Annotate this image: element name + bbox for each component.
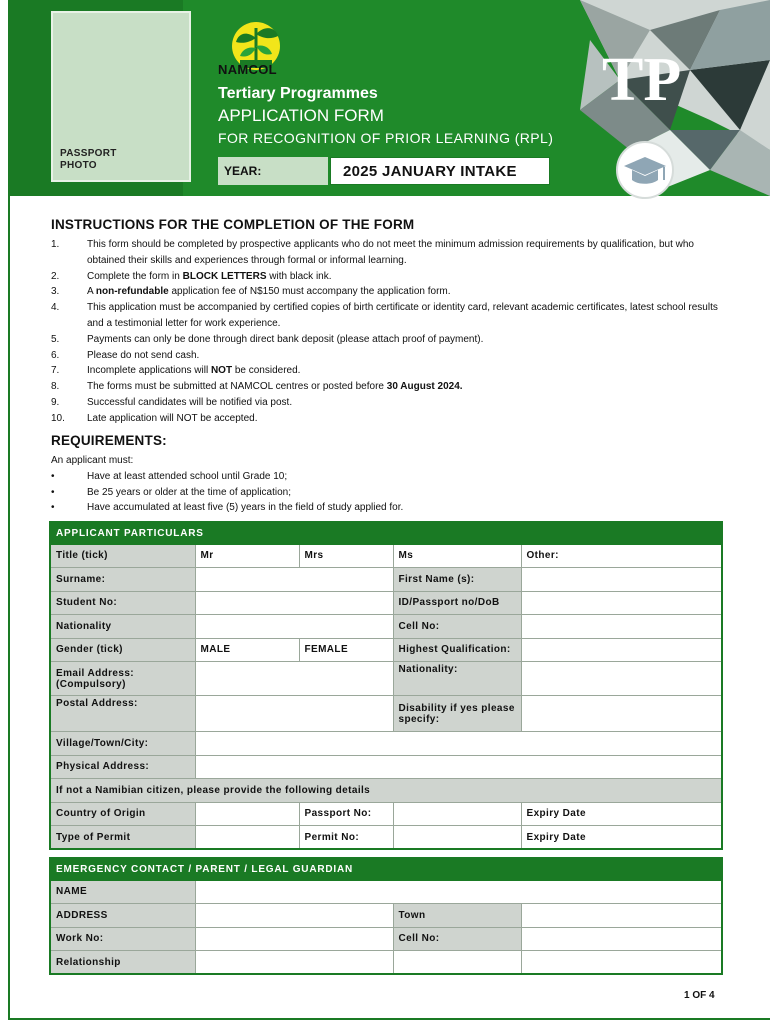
nationality-field[interactable] [195,615,393,639]
table-row [50,826,722,850]
highest-qualification-field[interactable] [521,638,722,662]
village-field[interactable] [195,732,722,756]
disability-label: Disability if yes please specify: [393,696,521,732]
list-item: 10. Late application will NOT be accepted. [51,412,258,424]
emergency-address-field[interactable] [195,904,393,928]
instructions-heading: INSTRUCTIONS FOR THE COMPLETION OF THE FORM [51,217,415,232]
title-ms-option[interactable]: Ms [393,544,521,568]
non-namibian-subheading: If not a Namibian citizen, please provide the following details [50,779,722,803]
applicant-section-heading: APPLICANT PARTICULARS [50,522,722,544]
gender-female-option[interactable]: FEMALE [299,638,393,662]
id-passport-field[interactable] [521,591,722,615]
title-mrs-option[interactable]: Mrs [299,544,393,568]
table-row [50,904,722,928]
year-label: YEAR: [218,157,328,185]
country-origin-field[interactable] [195,802,299,826]
email-field[interactable] [195,662,393,696]
student-no-field[interactable] [195,591,393,615]
form-subtitle: FOR RECOGNITION OF PRIOR LEARNING (RPL) [218,130,554,146]
form-title: APPLICATION FORM [218,106,384,125]
emergency-town-field[interactable] [521,904,722,928]
passport-photo-label: PASSPORT PHOTO [60,148,117,171]
email-label: Email Address: (Compulsory) [50,662,195,696]
first-names-field[interactable] [521,568,722,592]
country-origin-label: Country of Origin [50,802,195,826]
first-names-label: First Name (s): [393,568,521,592]
permit-expiry-field[interactable]: Expiry Date [521,826,722,850]
emergency-relationship-field[interactable] [195,951,393,975]
table-row [50,662,722,696]
table-row [50,880,722,904]
emergency-work-no-label: Work No: [50,927,195,951]
emergency-relationship-extra[interactable] [393,951,521,975]
type-permit-field[interactable] [195,826,299,850]
emergency-relationship-extra2[interactable] [521,951,722,975]
title-label: Title (tick) [50,544,195,568]
cell-no-label: Cell No: [393,615,521,639]
id-passport-label: ID/Passport no/DoB [393,591,521,615]
table-row [50,927,722,951]
nationality2-field[interactable] [521,662,722,696]
applicant-particulars-table [49,521,723,850]
emergency-section-heading: EMERGENCY CONTACT / PARENT / LEGAL GUARDIAN [50,858,722,880]
list-item: 6. Please do not send cash. [51,349,200,361]
physical-address-field[interactable] [195,755,722,779]
list-item: 3. A non-refundable application fee of N$150 must accompany the application form. [51,286,451,298]
gender-male-option[interactable]: MALE [195,638,299,662]
title-mr-option[interactable]: Mr [195,544,299,568]
list-item: 1. This form should be completed by prospective applicants who do not meet the minimum admission requirements by qualification, but who obtained their skills and experiences through formal or informal learning. [51,239,694,266]
surname-field[interactable] [195,568,393,592]
list-item: 8. The forms must be submitted at NAMCOL centres or posted before 30 August 2024. [51,381,463,393]
disability-field[interactable] [521,696,722,732]
permit-no-field[interactable] [393,826,521,850]
table-row [50,591,722,615]
emergency-name-label: NAME [50,880,195,904]
table-row [50,615,722,639]
table-row [50,696,722,732]
instructions-list [51,237,731,427]
cell-no-field[interactable] [521,615,722,639]
student-no-label: Student No: [50,591,195,615]
title-other-field[interactable]: Other: [521,544,722,568]
emergency-name-field[interactable] [195,880,722,904]
intake-field[interactable]: 2025 JANUARY INTAKE [330,157,550,185]
passport-no-label: Passport No: [299,802,393,826]
emergency-work-no-field[interactable] [195,927,393,951]
emergency-address-label: ADDRESS [50,904,195,928]
table-row [50,568,722,592]
permit-no-label: Permit No: [299,826,393,850]
list-item: • Have at least attended school until Grade 10; [51,470,288,482]
requirements-intro: An applicant must: [51,455,134,466]
postal-address-field[interactable] [195,696,393,732]
page-number: 1 OF 4 [684,990,715,1001]
list-item: 5. Payments can only be done through direct bank deposit (please attach proof of payment). [51,333,484,345]
emergency-cell-no-label: Cell No: [393,927,521,951]
form-header [0,0,770,198]
type-permit-label: Type of Permit [50,826,195,850]
list-item: 4. This application must be accompanied by certified copies of birth certificate or identity card, relevant academic certificates, latest school results and a testimonial letter for work experience. [51,302,718,329]
passport-no-field[interactable] [393,802,521,826]
physical-address-label: Physical Address: [50,755,195,779]
table-row [50,779,722,803]
emergency-contact-table [49,857,723,975]
programme-title: Tertiary Programmes [218,85,378,102]
nationality2-label: Nationality: [393,662,521,696]
requirements-heading: REQUIREMENTS: [51,433,167,448]
passport-expiry-field[interactable]: Expiry Date [521,802,722,826]
highest-qualification-label: Highest Qualification: [393,638,521,662]
table-row [50,732,722,756]
village-label: Village/Town/City: [50,732,195,756]
surname-label: Surname: [50,568,195,592]
postal-address-label: Postal Address: [50,696,195,732]
emergency-relationship-label: Relationship [50,951,195,975]
list-item: 7. Incomplete applications will NOT be considered. [51,365,301,377]
list-item: 9. Successful candidates will be notified via post. [51,396,293,408]
table-row [50,638,722,662]
nationality-label: Nationality [50,615,195,639]
table-row [50,755,722,779]
list-item: 2. Complete the form in BLOCK LETTERS with black ink. [51,270,332,282]
table-row [50,951,722,975]
table-row [50,802,722,826]
gender-label: Gender (tick) [50,638,195,662]
svg-text:TP: TP [602,46,682,114]
graduation-cap-icon [612,140,678,200]
list-item: • Have accumulated at least five (5) years in the field of study applied for. [51,502,404,514]
tp-badge [602,46,681,114]
requirements-list [51,453,731,516]
emergency-town-label: Town [393,904,521,928]
table-row [50,544,722,568]
namcol-logo-text: NAMCOL [218,62,277,77]
list-item: • Be 25 years or older at the time of application; [51,486,292,498]
emergency-cell-no-field[interactable] [521,927,722,951]
